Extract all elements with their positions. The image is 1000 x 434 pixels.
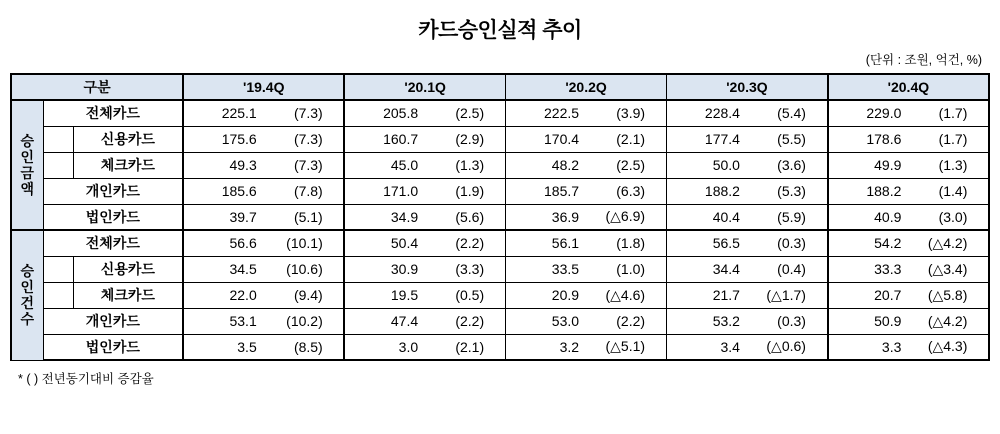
value-change: (1.7) bbox=[938, 105, 968, 122]
group-label-count bbox=[11, 230, 43, 360]
value-change: (2.2) bbox=[455, 235, 485, 252]
value-cell bbox=[183, 126, 344, 152]
row-label: 전체카드 bbox=[43, 100, 183, 126]
value-main: 177.4 bbox=[704, 131, 740, 147]
value-change: (5.1) bbox=[293, 208, 323, 225]
value-change: (△4.3) bbox=[927, 338, 968, 355]
value-cell bbox=[344, 334, 505, 360]
value-cell bbox=[505, 204, 666, 230]
value-main: 45.0 bbox=[390, 157, 419, 173]
value-change: (5.5) bbox=[777, 131, 806, 147]
value-change: (6.3) bbox=[616, 183, 646, 199]
value-cell bbox=[183, 100, 344, 126]
value-cell bbox=[183, 230, 344, 256]
value-change: (2.2) bbox=[455, 313, 485, 329]
value-main: 3.2 bbox=[559, 338, 580, 355]
value-change: (0.4) bbox=[777, 261, 806, 277]
value-cell bbox=[828, 256, 989, 282]
value-main: 56.1 bbox=[551, 235, 580, 252]
table-row bbox=[11, 100, 989, 126]
value-cell bbox=[344, 100, 505, 126]
value-cell bbox=[183, 334, 344, 360]
value-main: 178.6 bbox=[866, 131, 902, 147]
value-change: (5.9) bbox=[777, 208, 806, 225]
row-label: 체크카드 bbox=[73, 152, 183, 178]
value-change: (△5.1) bbox=[605, 338, 646, 355]
value-change: (1.3) bbox=[455, 157, 485, 173]
value-main: 40.4 bbox=[712, 208, 740, 225]
header-period-3: '20.3Q bbox=[667, 74, 828, 100]
header-period-2: '20.2Q bbox=[505, 74, 666, 100]
value-cell bbox=[183, 282, 344, 308]
value-main: 3.3 bbox=[881, 338, 902, 355]
group-label-char: 승 bbox=[20, 132, 35, 149]
value-cell bbox=[183, 178, 344, 204]
group-label-char: 인 bbox=[20, 279, 35, 296]
value-change: (7.8) bbox=[293, 183, 323, 199]
value-change: (△5.8) bbox=[927, 286, 968, 303]
value-cell bbox=[183, 152, 344, 178]
value-cell bbox=[667, 282, 828, 308]
value-cell bbox=[667, 100, 828, 126]
value-cell bbox=[183, 204, 344, 230]
value-main: 3.0 bbox=[398, 338, 419, 355]
value-main: 34.9 bbox=[390, 208, 419, 225]
group-label-char: 금 bbox=[20, 165, 35, 181]
table-row bbox=[11, 230, 989, 256]
value-main: 19.5 bbox=[390, 287, 419, 303]
value-cell bbox=[828, 230, 989, 256]
value-change: (5.4) bbox=[777, 105, 806, 122]
value-main: 36.9 bbox=[551, 208, 580, 225]
row-indent-spacer bbox=[43, 282, 73, 308]
group-label-char: 건 bbox=[20, 295, 35, 312]
value-change: (△6.9) bbox=[605, 208, 646, 225]
value-cell bbox=[505, 256, 666, 282]
value-main: 188.2 bbox=[866, 183, 902, 199]
value-cell bbox=[667, 178, 828, 204]
value-main: 33.5 bbox=[551, 261, 580, 277]
value-change: (8.5) bbox=[293, 338, 323, 355]
value-main: 34.5 bbox=[229, 261, 257, 277]
value-main: 53.0 bbox=[551, 313, 580, 329]
value-cell bbox=[344, 230, 505, 256]
value-cell bbox=[667, 230, 828, 256]
value-change: (7.3) bbox=[293, 131, 323, 147]
value-change: (1.0) bbox=[616, 261, 646, 277]
value-main: 56.5 bbox=[712, 235, 740, 252]
value-main: 50.4 bbox=[390, 235, 419, 252]
value-change: (△3.4) bbox=[927, 260, 968, 277]
value-change: (10.6) bbox=[286, 261, 323, 277]
value-cell bbox=[505, 126, 666, 152]
value-cell bbox=[828, 126, 989, 152]
value-change: (1.3) bbox=[938, 157, 968, 173]
value-cell bbox=[828, 334, 989, 360]
value-cell bbox=[667, 308, 828, 334]
row-label: 개인카드 bbox=[43, 308, 183, 334]
table-row bbox=[11, 204, 989, 230]
value-main: 39.7 bbox=[229, 208, 257, 225]
value-change: (△4.2) bbox=[927, 234, 968, 251]
value-main: 50.0 bbox=[712, 157, 740, 173]
value-change: (△4.2) bbox=[927, 312, 968, 329]
value-cell bbox=[344, 178, 505, 204]
value-main: 40.9 bbox=[874, 208, 902, 225]
value-change: (10.2) bbox=[286, 313, 323, 329]
value-cell bbox=[828, 152, 989, 178]
value-change: (△0.6) bbox=[766, 338, 806, 355]
table-row bbox=[11, 126, 989, 152]
header-period-4: '20.4Q bbox=[828, 74, 989, 100]
header-gubun: 구분 bbox=[11, 74, 183, 100]
value-cell bbox=[667, 334, 828, 360]
value-main: 56.6 bbox=[229, 235, 257, 252]
value-main: 228.4 bbox=[704, 105, 740, 122]
value-cell bbox=[667, 204, 828, 230]
value-main: 3.4 bbox=[720, 338, 740, 355]
value-cell bbox=[505, 178, 666, 204]
group-label-char: 수 bbox=[20, 311, 35, 328]
value-change: (5.3) bbox=[777, 183, 806, 199]
page-title: 카드승인실적 추이 bbox=[418, 19, 582, 42]
value-main: 21.7 bbox=[712, 287, 740, 303]
value-change: (0.5) bbox=[455, 287, 485, 303]
value-main: 49.9 bbox=[874, 157, 902, 173]
value-main: 225.1 bbox=[221, 105, 257, 122]
row-label: 체크카드 bbox=[73, 282, 183, 308]
value-cell bbox=[344, 256, 505, 282]
value-cell bbox=[667, 126, 828, 152]
value-change: (3.9) bbox=[616, 105, 646, 122]
value-change: (3.6) bbox=[777, 157, 806, 173]
card-approval-table bbox=[10, 73, 990, 361]
footnote: * ( ) 전년동기대비 증감율 bbox=[18, 372, 154, 386]
value-change: (5.6) bbox=[455, 208, 485, 225]
value-main: 188.2 bbox=[704, 183, 740, 199]
value-main: 22.0 bbox=[229, 287, 257, 303]
table-row bbox=[11, 282, 989, 308]
value-main: 160.7 bbox=[383, 131, 419, 147]
value-change: (2.5) bbox=[455, 105, 485, 122]
value-main: 171.0 bbox=[383, 183, 419, 199]
value-cell bbox=[344, 308, 505, 334]
value-change: (3.0) bbox=[938, 208, 968, 225]
unit-note: (단위 : 조원, 억건, %) bbox=[865, 53, 982, 67]
value-cell bbox=[828, 100, 989, 126]
value-cell bbox=[505, 282, 666, 308]
value-change: (1.4) bbox=[938, 183, 968, 199]
value-main: 53.2 bbox=[712, 313, 740, 329]
value-change: (7.3) bbox=[293, 157, 323, 173]
value-main: 49.3 bbox=[229, 157, 257, 173]
table-row bbox=[11, 256, 989, 282]
value-cell bbox=[344, 126, 505, 152]
value-main: 47.4 bbox=[390, 313, 419, 329]
row-label: 법인카드 bbox=[43, 334, 183, 360]
value-cell bbox=[828, 204, 989, 230]
group-label-char: 인 bbox=[20, 148, 35, 165]
value-cell bbox=[505, 152, 666, 178]
value-main: 222.5 bbox=[544, 105, 580, 122]
value-main: 48.2 bbox=[551, 157, 580, 173]
header-period-1: '20.1Q bbox=[344, 74, 505, 100]
value-cell bbox=[505, 100, 666, 126]
value-main: 20.9 bbox=[551, 287, 580, 303]
value-cell bbox=[828, 178, 989, 204]
value-cell bbox=[344, 282, 505, 308]
row-label: 신용카드 bbox=[73, 126, 183, 152]
value-cell bbox=[667, 152, 828, 178]
value-cell bbox=[344, 152, 505, 178]
value-change: (2.2) bbox=[616, 313, 646, 329]
value-main: 205.8 bbox=[383, 105, 419, 122]
document-page bbox=[0, 14, 1000, 434]
value-main: 185.6 bbox=[221, 183, 257, 199]
value-change: (1.9) bbox=[455, 183, 485, 199]
value-main: 229.0 bbox=[866, 105, 902, 122]
row-label: 신용카드 bbox=[73, 256, 183, 282]
row-indent-spacer bbox=[43, 256, 73, 282]
value-cell bbox=[183, 308, 344, 334]
group-label-amount bbox=[11, 100, 43, 230]
value-change: (9.4) bbox=[293, 287, 323, 303]
value-change: (2.1) bbox=[616, 131, 646, 147]
value-main: 170.4 bbox=[544, 131, 580, 147]
value-change: (1.7) bbox=[938, 131, 968, 147]
value-change: (0.3) bbox=[777, 235, 806, 252]
value-change: (2.5) bbox=[616, 157, 646, 173]
value-change: (3.3) bbox=[455, 261, 485, 277]
value-cell bbox=[505, 334, 666, 360]
value-cell bbox=[667, 256, 828, 282]
value-main: 54.2 bbox=[874, 235, 902, 252]
value-change: (1.8) bbox=[616, 235, 646, 252]
value-change: (△4.6) bbox=[605, 286, 646, 303]
value-main: 53.1 bbox=[229, 313, 257, 329]
value-change: (10.1) bbox=[286, 235, 323, 252]
value-change: (2.1) bbox=[455, 338, 485, 355]
value-cell bbox=[828, 282, 989, 308]
row-indent-spacer bbox=[43, 152, 73, 178]
value-main: 20.7 bbox=[874, 287, 902, 303]
value-cell bbox=[828, 308, 989, 334]
table-row bbox=[11, 334, 989, 360]
value-main: 3.5 bbox=[237, 338, 257, 355]
row-indent-spacer bbox=[43, 126, 73, 152]
value-main: 33.3 bbox=[874, 261, 902, 277]
value-main: 30.9 bbox=[390, 261, 419, 277]
value-cell bbox=[505, 308, 666, 334]
value-cell bbox=[183, 256, 344, 282]
header-period-0: '19.4Q bbox=[183, 74, 344, 100]
group-label-char: 액 bbox=[20, 181, 35, 198]
value-change: (△1.7) bbox=[766, 286, 806, 303]
value-main: 50.9 bbox=[874, 313, 902, 329]
value-main: 175.6 bbox=[221, 131, 257, 147]
value-main: 34.4 bbox=[712, 261, 740, 277]
group-label-char: 승 bbox=[20, 263, 35, 280]
table-row bbox=[11, 152, 989, 178]
table-row bbox=[11, 308, 989, 334]
value-change: (7.3) bbox=[293, 105, 323, 122]
value-change: (0.3) bbox=[777, 313, 806, 329]
row-label: 법인카드 bbox=[43, 204, 183, 230]
row-label: 전체카드 bbox=[43, 230, 183, 256]
table-header-row bbox=[11, 74, 989, 100]
value-change: (2.9) bbox=[455, 131, 485, 147]
value-cell bbox=[505, 230, 666, 256]
value-cell bbox=[344, 204, 505, 230]
table-row bbox=[11, 178, 989, 204]
value-main: 185.7 bbox=[544, 183, 580, 199]
row-label: 개인카드 bbox=[43, 178, 183, 204]
